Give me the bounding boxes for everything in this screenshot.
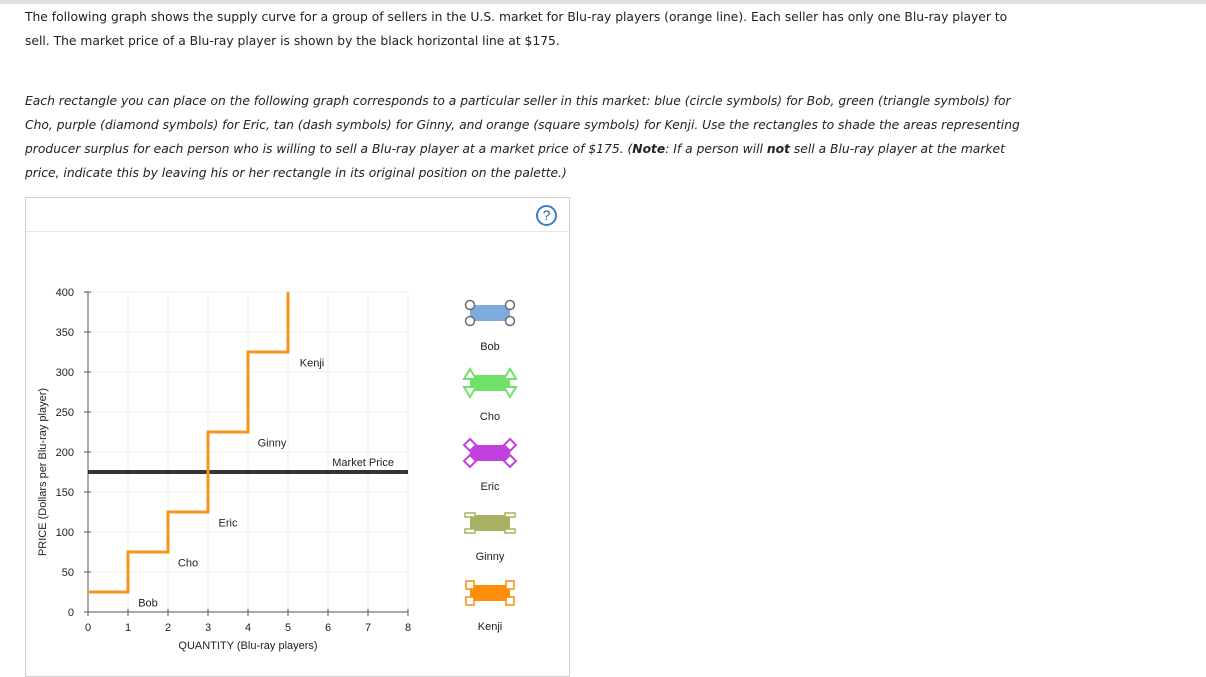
y-tick-label: 400 bbox=[55, 287, 74, 299]
x-tick-label: 3 bbox=[204, 622, 212, 634]
y-tick-label: 300 bbox=[55, 367, 74, 379]
x-tick-label: 0 bbox=[84, 622, 92, 634]
triangle-handle-icon[interactable] bbox=[504, 387, 516, 397]
x-tick-label: 2 bbox=[164, 622, 172, 634]
instruction-text-c: sell a Blu-ray player at the market price, indicate this by leaving his or her rectangle in its original position on the palette.) bbox=[25, 142, 1005, 180]
seller-label-cho: Cho bbox=[177, 557, 199, 570]
x-tick-label: 8 bbox=[404, 622, 412, 634]
dash-handle-icon[interactable] bbox=[505, 513, 515, 517]
palette-label-eric: Eric bbox=[480, 481, 500, 493]
y-tick-label: 100 bbox=[55, 527, 74, 539]
circle-handle-icon[interactable] bbox=[466, 301, 475, 310]
palette-rect-ginny[interactable] bbox=[470, 515, 510, 531]
market-price-label: Market Price bbox=[332, 457, 394, 469]
square-handle-icon[interactable] bbox=[506, 581, 514, 589]
y-tick-label: 0 bbox=[67, 607, 74, 619]
triangle-handle-icon[interactable] bbox=[464, 369, 476, 379]
palette-label-ginny: Ginny bbox=[475, 551, 505, 563]
seller-label-ginny: Ginny bbox=[257, 437, 287, 450]
x-axis-label: QUANTITY (Blu-ray players) bbox=[178, 640, 318, 652]
y-axis-label: PRICE (Dollars per Blu-ray player) bbox=[37, 387, 49, 557]
y-tick-label: 50 bbox=[61, 567, 74, 579]
circle-handle-icon[interactable] bbox=[506, 317, 515, 326]
palette-label-bob: Bob bbox=[480, 341, 500, 353]
dash-handle-icon[interactable] bbox=[505, 529, 515, 533]
square-handle-icon[interactable] bbox=[466, 597, 474, 605]
instruction-text-a: Each rectangle you can place on the following graph corresponds to a particular seller in this market: blue (circle symbols) for Bob, green (triangle symbols) for Cho, purple (diamond symbols) for Eric, tan (dash symbols) for Ginny, and orange (square symbols) for Kenji. Use the rectangles to shade the areas representing producer surplus for each person who is willing to sell a Blu-ray player at a market price of $175. ( bbox=[25, 94, 1020, 156]
y-tick-label: 200 bbox=[55, 447, 74, 459]
seller-label-kenji: Kenji bbox=[299, 357, 325, 370]
circle-handle-icon[interactable] bbox=[466, 317, 475, 326]
square-handle-icon[interactable] bbox=[466, 581, 474, 589]
seller-label-bob: Bob bbox=[138, 597, 158, 610]
triangle-handle-icon[interactable] bbox=[464, 387, 476, 397]
dash-handle-icon[interactable] bbox=[465, 529, 475, 533]
palette-label-kenji: Kenji bbox=[477, 621, 503, 633]
note-label: Note bbox=[632, 142, 666, 156]
y-tick-label: 150 bbox=[55, 487, 74, 499]
palette-rect-kenji[interactable] bbox=[470, 585, 510, 601]
palette-rect-eric[interactable] bbox=[470, 445, 510, 461]
palette-rect-bob[interactable] bbox=[470, 305, 510, 321]
y-tick-label: 350 bbox=[55, 327, 74, 339]
triangle-handle-icon[interactable] bbox=[504, 369, 516, 379]
x-tick-label: 6 bbox=[324, 622, 332, 634]
dash-handle-icon[interactable] bbox=[465, 513, 475, 517]
x-tick-label: 5 bbox=[284, 622, 292, 634]
y-tick-label: 250 bbox=[55, 407, 74, 419]
x-tick-label: 4 bbox=[244, 622, 252, 634]
not-label: not bbox=[766, 142, 790, 156]
x-tick-label: 7 bbox=[364, 622, 372, 634]
x-tick-label: 1 bbox=[124, 622, 132, 634]
circle-handle-icon[interactable] bbox=[506, 301, 515, 310]
palette-label-cho: Cho bbox=[479, 411, 501, 423]
square-handle-icon[interactable] bbox=[506, 597, 514, 605]
instruction-text-b: : If a person will bbox=[665, 142, 767, 156]
seller-label-eric: Eric bbox=[218, 517, 238, 530]
help-icon[interactable]: ? bbox=[536, 205, 557, 226]
instruction-paragraph-1: The following graph shows the supply curve for a group of sellers in the U.S. market for Blu-ray players (orange line). Each seller has only one Blu-ray player to sell. The market price of a Blu-ray player is shown by the black horizontal line at $175. bbox=[25, 10, 1008, 48]
